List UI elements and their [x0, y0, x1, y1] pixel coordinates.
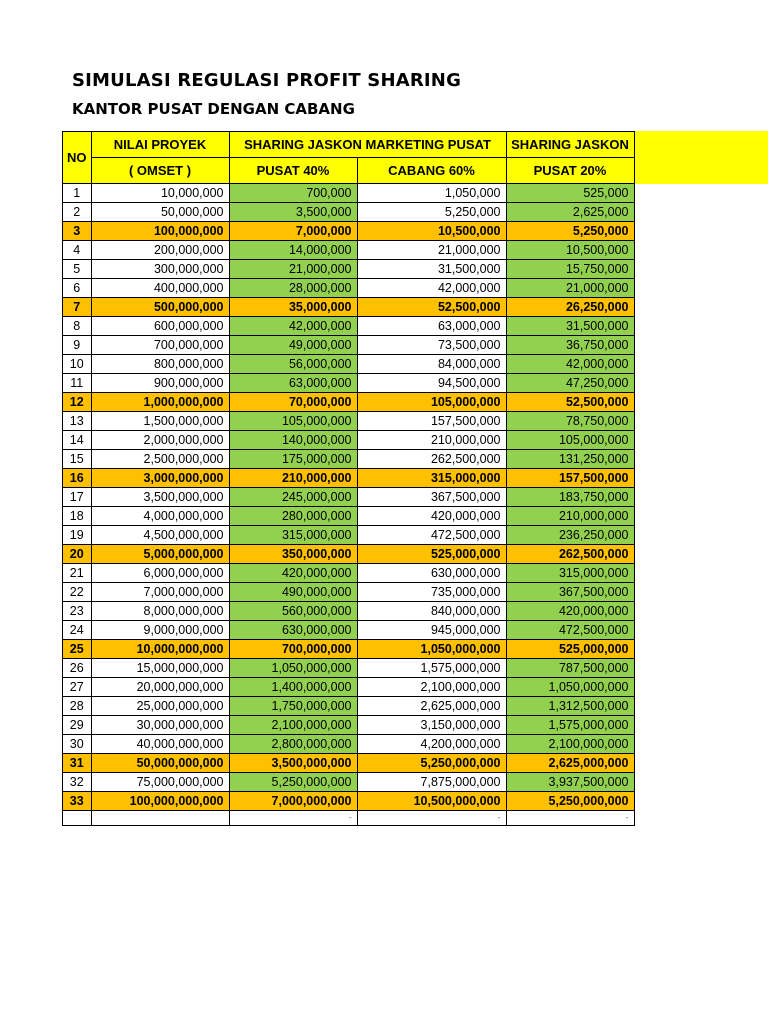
cell-no: 25: [63, 640, 92, 659]
cell-pusat-40: 245,000,000: [229, 488, 357, 507]
table-row: [63, 317, 635, 336]
cell-cabang-60: 84,000,000: [357, 355, 506, 374]
cell-omset: 4,000,000,000: [91, 507, 229, 526]
cell-cabang-60: 157,500,000: [357, 412, 506, 431]
cell-no: 29: [63, 716, 92, 735]
table-row: [63, 792, 635, 811]
cell-pusat-40: 630,000,000: [229, 621, 357, 640]
cell-pusat-20: 210,000,000: [506, 507, 634, 526]
cell-cabang-60: 31,500,000: [357, 260, 506, 279]
table-row: [63, 374, 635, 393]
cell-pusat-20: 5,250,000: [506, 222, 634, 241]
table-row: [63, 545, 635, 564]
cell-cabang-60: 315,000,000: [357, 469, 506, 488]
header-cabang-60: CABANG 60%: [357, 158, 506, 184]
cell-pusat-40: 700,000: [229, 184, 357, 203]
cell-omset: 100,000,000,000: [91, 792, 229, 811]
cell-no: 32: [63, 773, 92, 792]
table-row: [63, 222, 635, 241]
cell-omset: 300,000,000: [91, 260, 229, 279]
cell-pusat-40: 2,800,000,000: [229, 735, 357, 754]
cell-pusat-40: 70,000,000: [229, 393, 357, 412]
table-row: [63, 469, 635, 488]
cell-pusat-20: 420,000,000: [506, 602, 634, 621]
cell-cabang-60: 630,000,000: [357, 564, 506, 583]
cell-omset: 20,000,000,000: [91, 678, 229, 697]
page-subtitle: KANTOR PUSAT DENGAN CABANG: [72, 100, 355, 118]
table-row: [63, 488, 635, 507]
cell-pusat-20: 15,750,000: [506, 260, 634, 279]
cell-cabang-60: 10,500,000: [357, 222, 506, 241]
cell-no: 17: [63, 488, 92, 507]
cell-pusat-20: 47,250,000: [506, 374, 634, 393]
cell-no: 26: [63, 659, 92, 678]
cell-cabang-60: 105,000,000: [357, 393, 506, 412]
cell-no: 7: [63, 298, 92, 317]
table-row: [63, 203, 635, 222]
cell-pusat-20: 131,250,000: [506, 450, 634, 469]
cell-cabang-60: 73,500,000: [357, 336, 506, 355]
cell-pusat-40: 1,400,000,000: [229, 678, 357, 697]
cell-pusat-40: 350,000,000: [229, 545, 357, 564]
cell-pusat-20: 21,000,000: [506, 279, 634, 298]
cell-omset: 800,000,000: [91, 355, 229, 374]
cell-no: 10: [63, 355, 92, 374]
table-row: [63, 298, 635, 317]
table-row: [63, 659, 635, 678]
cell-pusat-40: 1,750,000,000: [229, 697, 357, 716]
cell-no: 14: [63, 431, 92, 450]
cell-pusat-20: 262,500,000: [506, 545, 634, 564]
table-row: [63, 526, 635, 545]
cell-pusat-20: 1,050,000,000: [506, 678, 634, 697]
cell-omset: 1,000,000,000: [91, 393, 229, 412]
cell-cabang-60: 735,000,000: [357, 583, 506, 602]
cell-no: 12: [63, 393, 92, 412]
cell-omset: 3,000,000,000: [91, 469, 229, 488]
table-row: [63, 583, 635, 602]
cell-pusat-20: 787,500,000: [506, 659, 634, 678]
cell-omset: 10,000,000,000: [91, 640, 229, 659]
cell-cabang-60: 472,500,000: [357, 526, 506, 545]
cell-cabang-60: 420,000,000: [357, 507, 506, 526]
highlight-fill: [614, 131, 768, 184]
cell-no: 18: [63, 507, 92, 526]
table-row: [63, 564, 635, 583]
cell-cabang-60: 42,000,000: [357, 279, 506, 298]
blank-cell: [91, 811, 229, 826]
cell-omset: 500,000,000: [91, 298, 229, 317]
cell-pusat-40: 315,000,000: [229, 526, 357, 545]
table-row: [63, 697, 635, 716]
cell-omset: 10,000,000: [91, 184, 229, 203]
cell-no: 23: [63, 602, 92, 621]
cell-omset: 8,000,000,000: [91, 602, 229, 621]
cell-no: 21: [63, 564, 92, 583]
cell-cabang-60: 262,500,000: [357, 450, 506, 469]
cell-cabang-60: 840,000,000: [357, 602, 506, 621]
cell-pusat-20: 183,750,000: [506, 488, 634, 507]
blank-cell: [63, 811, 92, 826]
cell-omset: 1,500,000,000: [91, 412, 229, 431]
cell-omset: 75,000,000,000: [91, 773, 229, 792]
cell-pusat-40: 7,000,000,000: [229, 792, 357, 811]
cell-omset: 15,000,000,000: [91, 659, 229, 678]
cell-omset: 9,000,000,000: [91, 621, 229, 640]
cell-pusat-40: 210,000,000: [229, 469, 357, 488]
profit-sharing-table: [62, 131, 635, 826]
cell-pusat-20: 78,750,000: [506, 412, 634, 431]
cell-no: 4: [63, 241, 92, 260]
cell-cabang-60: 21,000,000: [357, 241, 506, 260]
cell-pusat-40: 56,000,000: [229, 355, 357, 374]
table-row: [63, 602, 635, 621]
cell-no: 6: [63, 279, 92, 298]
header-sharing-jaskon: SHARING JASKON: [506, 132, 634, 158]
table-row: [63, 431, 635, 450]
cell-cabang-60: 5,250,000,000: [357, 754, 506, 773]
table-row-blank: [63, 811, 635, 826]
cell-pusat-20: 367,500,000: [506, 583, 634, 602]
table-row: [63, 640, 635, 659]
cell-pusat-40: 28,000,000: [229, 279, 357, 298]
cell-pusat-40: 560,000,000: [229, 602, 357, 621]
cell-pusat-40: 3,500,000,000: [229, 754, 357, 773]
cell-cabang-60: 10,500,000,000: [357, 792, 506, 811]
cell-cabang-60: 2,100,000,000: [357, 678, 506, 697]
cell-pusat-20: 2,625,000: [506, 203, 634, 222]
cell-pusat-40: 49,000,000: [229, 336, 357, 355]
cell-pusat-40: 105,000,000: [229, 412, 357, 431]
cell-omset: 40,000,000,000: [91, 735, 229, 754]
cell-no: 16: [63, 469, 92, 488]
cell-omset: 5,000,000,000: [91, 545, 229, 564]
cell-pusat-20: 1,312,500,000: [506, 697, 634, 716]
cell-pusat-20: 3,937,500,000: [506, 773, 634, 792]
cell-no: 3: [63, 222, 92, 241]
cell-pusat-20: 525,000: [506, 184, 634, 203]
cell-omset: 30,000,000,000: [91, 716, 229, 735]
cell-omset: 2,000,000,000: [91, 431, 229, 450]
table-row: [63, 773, 635, 792]
cell-no: 2: [63, 203, 92, 222]
cell-pusat-20: 105,000,000: [506, 431, 634, 450]
cell-pusat-40: 420,000,000: [229, 564, 357, 583]
cell-omset: 200,000,000: [91, 241, 229, 260]
cell-pusat-40: 7,000,000: [229, 222, 357, 241]
cell-no: 20: [63, 545, 92, 564]
cell-omset: 100,000,000: [91, 222, 229, 241]
header-marketing-group: SHARING JASKON MARKETING PUSAT: [229, 132, 506, 158]
table-row: [63, 279, 635, 298]
cell-pusat-20: 36,750,000: [506, 336, 634, 355]
cell-pusat-40: 21,000,000: [229, 260, 357, 279]
cell-cabang-60: 210,000,000: [357, 431, 506, 450]
cell-pusat-20: 472,500,000: [506, 621, 634, 640]
cell-no: 8: [63, 317, 92, 336]
table-row: [63, 393, 635, 412]
cell-cabang-60: 1,050,000: [357, 184, 506, 203]
cell-no: 24: [63, 621, 92, 640]
cell-cabang-60: 1,575,000,000: [357, 659, 506, 678]
cell-pusat-20: 157,500,000: [506, 469, 634, 488]
header-pusat-40: PUSAT 40%: [229, 158, 357, 184]
cell-cabang-60: 3,150,000,000: [357, 716, 506, 735]
cell-pusat-40: 140,000,000: [229, 431, 357, 450]
table-row: [63, 716, 635, 735]
cell-pusat-40: 175,000,000: [229, 450, 357, 469]
table-row: [63, 450, 635, 469]
cell-pusat-20: 315,000,000: [506, 564, 634, 583]
cell-pusat-20: 42,000,000: [506, 355, 634, 374]
cell-pusat-40: 490,000,000: [229, 583, 357, 602]
cell-no: 11: [63, 374, 92, 393]
cell-pusat-20: 5,250,000,000: [506, 792, 634, 811]
cell-pusat-40: 14,000,000: [229, 241, 357, 260]
blank-cell: -: [229, 811, 357, 826]
cell-omset: 7,000,000,000: [91, 583, 229, 602]
cell-no: 1: [63, 184, 92, 203]
table-row: [63, 355, 635, 374]
cell-pusat-20: 10,500,000: [506, 241, 634, 260]
header-pusat-20: PUSAT 20%: [506, 158, 634, 184]
cell-omset: 700,000,000: [91, 336, 229, 355]
cell-cabang-60: 63,000,000: [357, 317, 506, 336]
cell-cabang-60: 367,500,000: [357, 488, 506, 507]
cell-pusat-40: 2,100,000,000: [229, 716, 357, 735]
cell-no: 33: [63, 792, 92, 811]
cell-omset: 4,500,000,000: [91, 526, 229, 545]
cell-no: 5: [63, 260, 92, 279]
cell-no: 30: [63, 735, 92, 754]
cell-omset: 2,500,000,000: [91, 450, 229, 469]
blank-cell: -: [506, 811, 634, 826]
cell-pusat-40: 700,000,000: [229, 640, 357, 659]
cell-no: 9: [63, 336, 92, 355]
cell-omset: 50,000,000,000: [91, 754, 229, 773]
table-row: [63, 754, 635, 773]
cell-pusat-40: 280,000,000: [229, 507, 357, 526]
header-omset: ( OMSET ): [91, 158, 229, 184]
table-row: [63, 735, 635, 754]
cell-omset: 400,000,000: [91, 279, 229, 298]
cell-omset: 3,500,000,000: [91, 488, 229, 507]
cell-omset: 50,000,000: [91, 203, 229, 222]
table-row: [63, 184, 635, 203]
header-no: NO: [63, 132, 92, 184]
cell-cabang-60: 2,625,000,000: [357, 697, 506, 716]
cell-cabang-60: 7,875,000,000: [357, 773, 506, 792]
cell-pusat-20: 525,000,000: [506, 640, 634, 659]
cell-omset: 25,000,000,000: [91, 697, 229, 716]
cell-no: 27: [63, 678, 92, 697]
cell-pusat-20: 236,250,000: [506, 526, 634, 545]
cell-cabang-60: 94,500,000: [357, 374, 506, 393]
cell-no: 15: [63, 450, 92, 469]
cell-cabang-60: 1,050,000,000: [357, 640, 506, 659]
table-row: [63, 336, 635, 355]
cell-pusat-40: 5,250,000,000: [229, 773, 357, 792]
cell-cabang-60: 945,000,000: [357, 621, 506, 640]
table-row: [63, 412, 635, 431]
cell-no: 13: [63, 412, 92, 431]
table-row: [63, 621, 635, 640]
cell-pusat-40: 42,000,000: [229, 317, 357, 336]
table-row: [63, 507, 635, 526]
cell-pusat-40: 63,000,000: [229, 374, 357, 393]
cell-no: 19: [63, 526, 92, 545]
cell-no: 31: [63, 754, 92, 773]
page-title: SIMULASI REGULASI PROFIT SHARING: [72, 70, 462, 91]
cell-pusat-20: 1,575,000,000: [506, 716, 634, 735]
blank-cell: -: [357, 811, 506, 826]
cell-pusat-20: 52,500,000: [506, 393, 634, 412]
cell-omset: 900,000,000: [91, 374, 229, 393]
header-nilai-proyek: NILAI PROYEK: [91, 132, 229, 158]
table-row: [63, 260, 635, 279]
table-row: [63, 241, 635, 260]
cell-omset: 600,000,000: [91, 317, 229, 336]
cell-omset: 6,000,000,000: [91, 564, 229, 583]
cell-pusat-20: 26,250,000: [506, 298, 634, 317]
cell-cabang-60: 525,000,000: [357, 545, 506, 564]
cell-pusat-40: 3,500,000: [229, 203, 357, 222]
cell-pusat-40: 35,000,000: [229, 298, 357, 317]
cell-pusat-20: 2,100,000,000: [506, 735, 634, 754]
cell-pusat-20: 31,500,000: [506, 317, 634, 336]
cell-cabang-60: 4,200,000,000: [357, 735, 506, 754]
cell-pusat-20: 2,625,000,000: [506, 754, 634, 773]
cell-no: 28: [63, 697, 92, 716]
table-body: [63, 184, 635, 826]
cell-cabang-60: 5,250,000: [357, 203, 506, 222]
cell-pusat-40: 1,050,000,000: [229, 659, 357, 678]
cell-no: 22: [63, 583, 92, 602]
cell-cabang-60: 52,500,000: [357, 298, 506, 317]
table-row: [63, 678, 635, 697]
